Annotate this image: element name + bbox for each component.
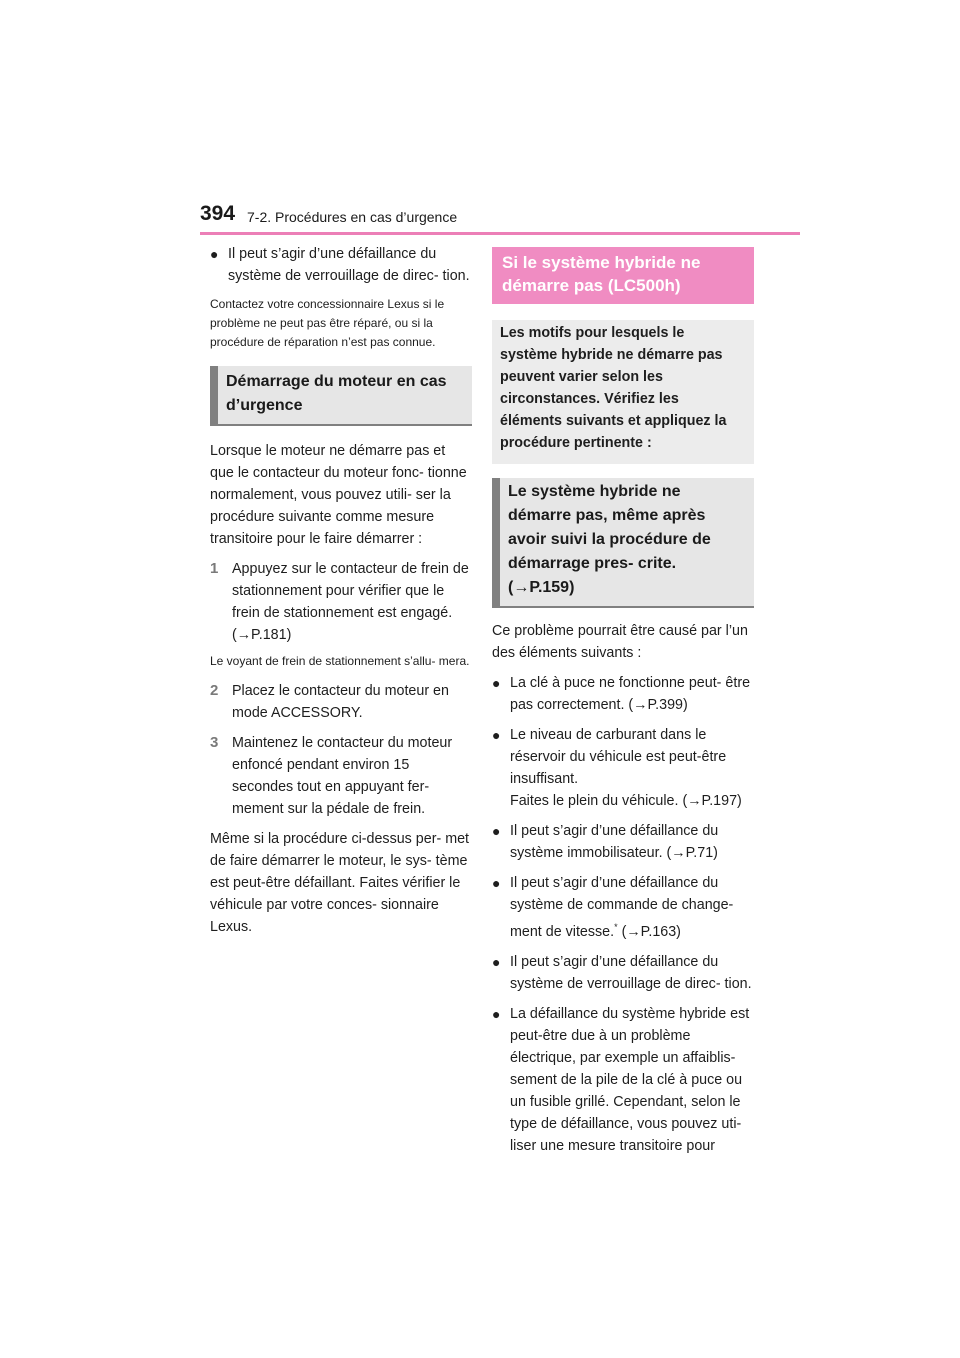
section-heading: Démarrage du moteur en cas d’urgence <box>210 366 472 426</box>
step-1 <box>210 558 472 646</box>
step-text: Placez le contacteur du moteur en mode ACCESSORY. <box>232 683 449 721</box>
intro-text: Lorsque le moteur ne démarre pas et que le contacteur du moteur fonc- tionne normalement, vous pouvez utili- ser la procédure suivante comme mesure transitoire pour le faire démarrer : <box>210 443 467 547</box>
step-note: Le voyant de frein de stationnement s’allu- mera. <box>210 654 470 668</box>
bullet-text: Il peut s’agir d’une défaillance du système immobilisateur. (→P.71) <box>510 823 719 861</box>
bullet-icon: ● <box>492 675 501 691</box>
bullet-item <box>492 1003 754 1157</box>
bullet-text: Le niveau de carburant dans le réservoir du véhicule est peut-être insuffisant. <box>510 727 727 787</box>
page-header <box>200 202 800 236</box>
bullet-icon: ● <box>492 823 501 839</box>
step-number: 1 <box>210 560 219 577</box>
step-text: Appuyez sur le contacteur de frein de stationnement pour vérifier que le frein de stationnement est engagé. (→P.181) <box>232 561 469 643</box>
bullet-text: La clé à puce ne fonctionne peut- être pas correctement. (→P.399) <box>510 675 751 713</box>
left-column <box>210 243 472 946</box>
section-title: 7-2. Procédures en cas d’urgence <box>247 209 458 225</box>
right-column <box>492 243 754 1165</box>
bullet-icon: ● <box>492 875 501 891</box>
closing-text: Même si la procédure ci-dessus per- met de faire démarrer le moteur, le sys- tème est peut-être défaillant. Faites vérifier le véhicule par votre conces- sionnaire Lexus. <box>210 831 470 935</box>
step-2 <box>210 680 472 724</box>
bullet-ref: (→P.163) <box>617 923 681 940</box>
bullet-subtext: Faites le plein du véhicule. (→P.197) <box>510 793 742 809</box>
intro-text: Ce problème pourrait être causé par l’un des éléments suivants : <box>492 623 748 661</box>
bullet-icon: ● <box>492 953 501 970</box>
bullet-text: Il peut s’agir d’une défaillance du système de verrouillage de direc- tion. <box>510 953 752 992</box>
note: Contactez votre concessionnaire Lexus si le problème ne peut pas être réparé, ou si la procédure de réparation n’est pas connue. <box>210 297 445 349</box>
bullet-item <box>492 951 754 995</box>
bullet-text: Il peut s’agir d’une défaillance du système de verrouillage de direc- tion. <box>228 246 470 284</box>
bullet-text: La défaillance du système hybride est peut-être due à un problème électrique, par exemple un affaiblis- sement de la pile de la clé à puce ou un fusible grillé. Cependant, selon le type de défaillance, vous pouvez uti- liser une mesure transitoire pour <box>510 1005 750 1154</box>
info-box: Les motifs pour lesquels le système hybride ne démarre pas peuvent varier selon les circonstances. Vérifiez les éléments suivants et appliquez la procédure pertinente : <box>492 320 754 464</box>
hybrid-heading: Si le système hybride ne démarre pas (LC500h) <box>492 247 754 304</box>
subsection-heading: Le système hybride ne démarre pas, même après avoir suivi la procédure de démarrage pres- crite. (→P.159) <box>492 478 754 608</box>
step-text: Maintenez le contacteur du moteur enfoncé pendant environ 15 secondes tout en appuyant fer- mement sur la pédale de frein. <box>232 735 453 817</box>
bullet-icon: ● <box>492 1005 501 1022</box>
bullet-icon: ● <box>210 246 219 262</box>
header-rule <box>200 232 800 235</box>
bullet-item <box>492 672 754 716</box>
page-number: 394 <box>200 202 236 225</box>
bullet-item <box>210 243 472 287</box>
bullet-item <box>492 872 754 943</box>
bullet-icon: ● <box>492 727 501 743</box>
bullet-text: Il peut s’agir d’une défaillance du système de commande de change- ment de vitesse. <box>510 875 734 940</box>
step-number: 3 <box>210 734 219 751</box>
footnote-mark: * <box>614 922 618 932</box>
step-3 <box>210 732 472 820</box>
bullet-item <box>492 724 754 812</box>
step-number: 2 <box>210 682 219 699</box>
bullet-item <box>492 820 754 864</box>
